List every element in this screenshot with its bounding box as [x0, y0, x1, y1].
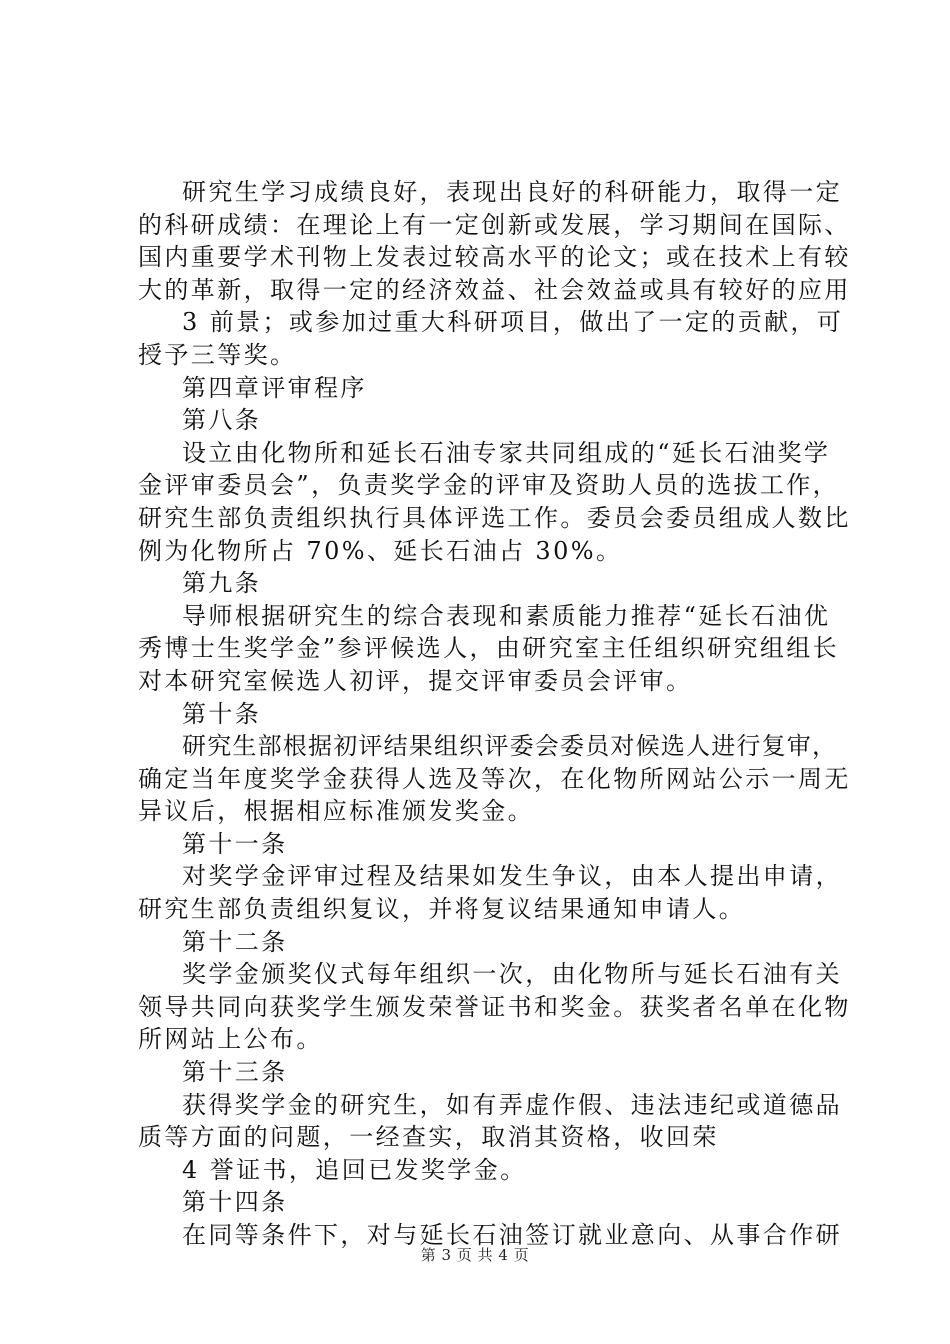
article-heading: 第十四条: [182, 1188, 288, 1217]
article-heading: 第十条: [182, 699, 262, 728]
text-line: 异议后，根据相应标准颁发奖金。: [138, 797, 534, 826]
text-line: 3 前景；或参加过重大科研项目，做出了一定的贡献，可: [182, 308, 844, 337]
text-line: 金评审委员会”，负责奖学金的评审及资助人员的选拔工作，: [138, 471, 840, 500]
article-heading: 第十二条: [182, 927, 288, 956]
text-line: 例为化物所占 70%、延长石油占 30%。: [138, 536, 623, 565]
text-line: 研究生部根据初评结果组织评委会委员对候选人进行复审，: [182, 732, 838, 761]
text-line: 在同等条件下，对与延长石油签订就业意向、从事合作研: [182, 1221, 842, 1249]
text-line: 所网站上公布。: [138, 1025, 323, 1054]
article-heading: 第十一条: [182, 829, 288, 858]
page-number-footer: 第 3 页 共 4 页: [420, 1246, 530, 1264]
text-line: 授予三等奖。: [138, 340, 297, 369]
chapter-heading: 第四章评审程序: [182, 373, 367, 402]
document-body: [138, 176, 851, 1252]
article-heading: 第十三条: [182, 1058, 288, 1087]
text-line: 的科研成绩：在理论上有一定创新或发展，学习期间在国际、: [138, 210, 851, 239]
text-line: 导师根据研究生的综合表现和素质能力推荐“延长石油优: [182, 601, 831, 630]
text-line: 国内重要学术刊物上发表过较高水平的论文；或在技术上有较: [138, 243, 851, 272]
text-line: 质等方面的问题，一经查实，取消其资格，收回荣: [138, 1123, 719, 1152]
text-line: 奖学金颁奖仪式每年组织一次，由化物所与延长石油有关: [182, 960, 842, 989]
text-line: 研究生学习成绩良好，表现出良好的科研能力，取得一定: [182, 178, 842, 206]
text-line: 确定当年度奖学金获得人选及等次，在化物所网站公示一周无: [138, 764, 851, 793]
text-line: 对本研究室候选人初评，提交评审委员会评审。: [138, 666, 693, 695]
text-line: 设立由化物所和延长石油专家共同组成的“延长石油奖学: [182, 438, 831, 467]
text-line: 获得奖学金的研究生，如有弄虚作假、违法违纪或道德品: [182, 1090, 842, 1119]
text-line: 研究生部负责组织执行具体评选工作。委员会委员组成人数比: [138, 503, 851, 532]
text-line: 对奖学金评审过程及结果如发生争议，由本人提出申请，: [182, 862, 842, 891]
text-line: 秀博士生奖学金”参评候选人，由研究室主任组织研究组组长: [138, 634, 840, 663]
text-line: 大的革新，取得一定的经济效益、社会效益或具有较好的应用: [138, 275, 851, 304]
article-heading: 第八条: [182, 406, 262, 435]
text-line: 研究生部负责组织复议，并将复议结果通知申请人。: [138, 895, 746, 924]
article-heading: 第九条: [182, 569, 262, 598]
text-line: 4 誉证书，追回已发奖学金。: [182, 1155, 527, 1184]
text-line: 领导共同向获奖学生颁发荣誉证书和奖金。获奖者名单在化物: [138, 992, 851, 1021]
